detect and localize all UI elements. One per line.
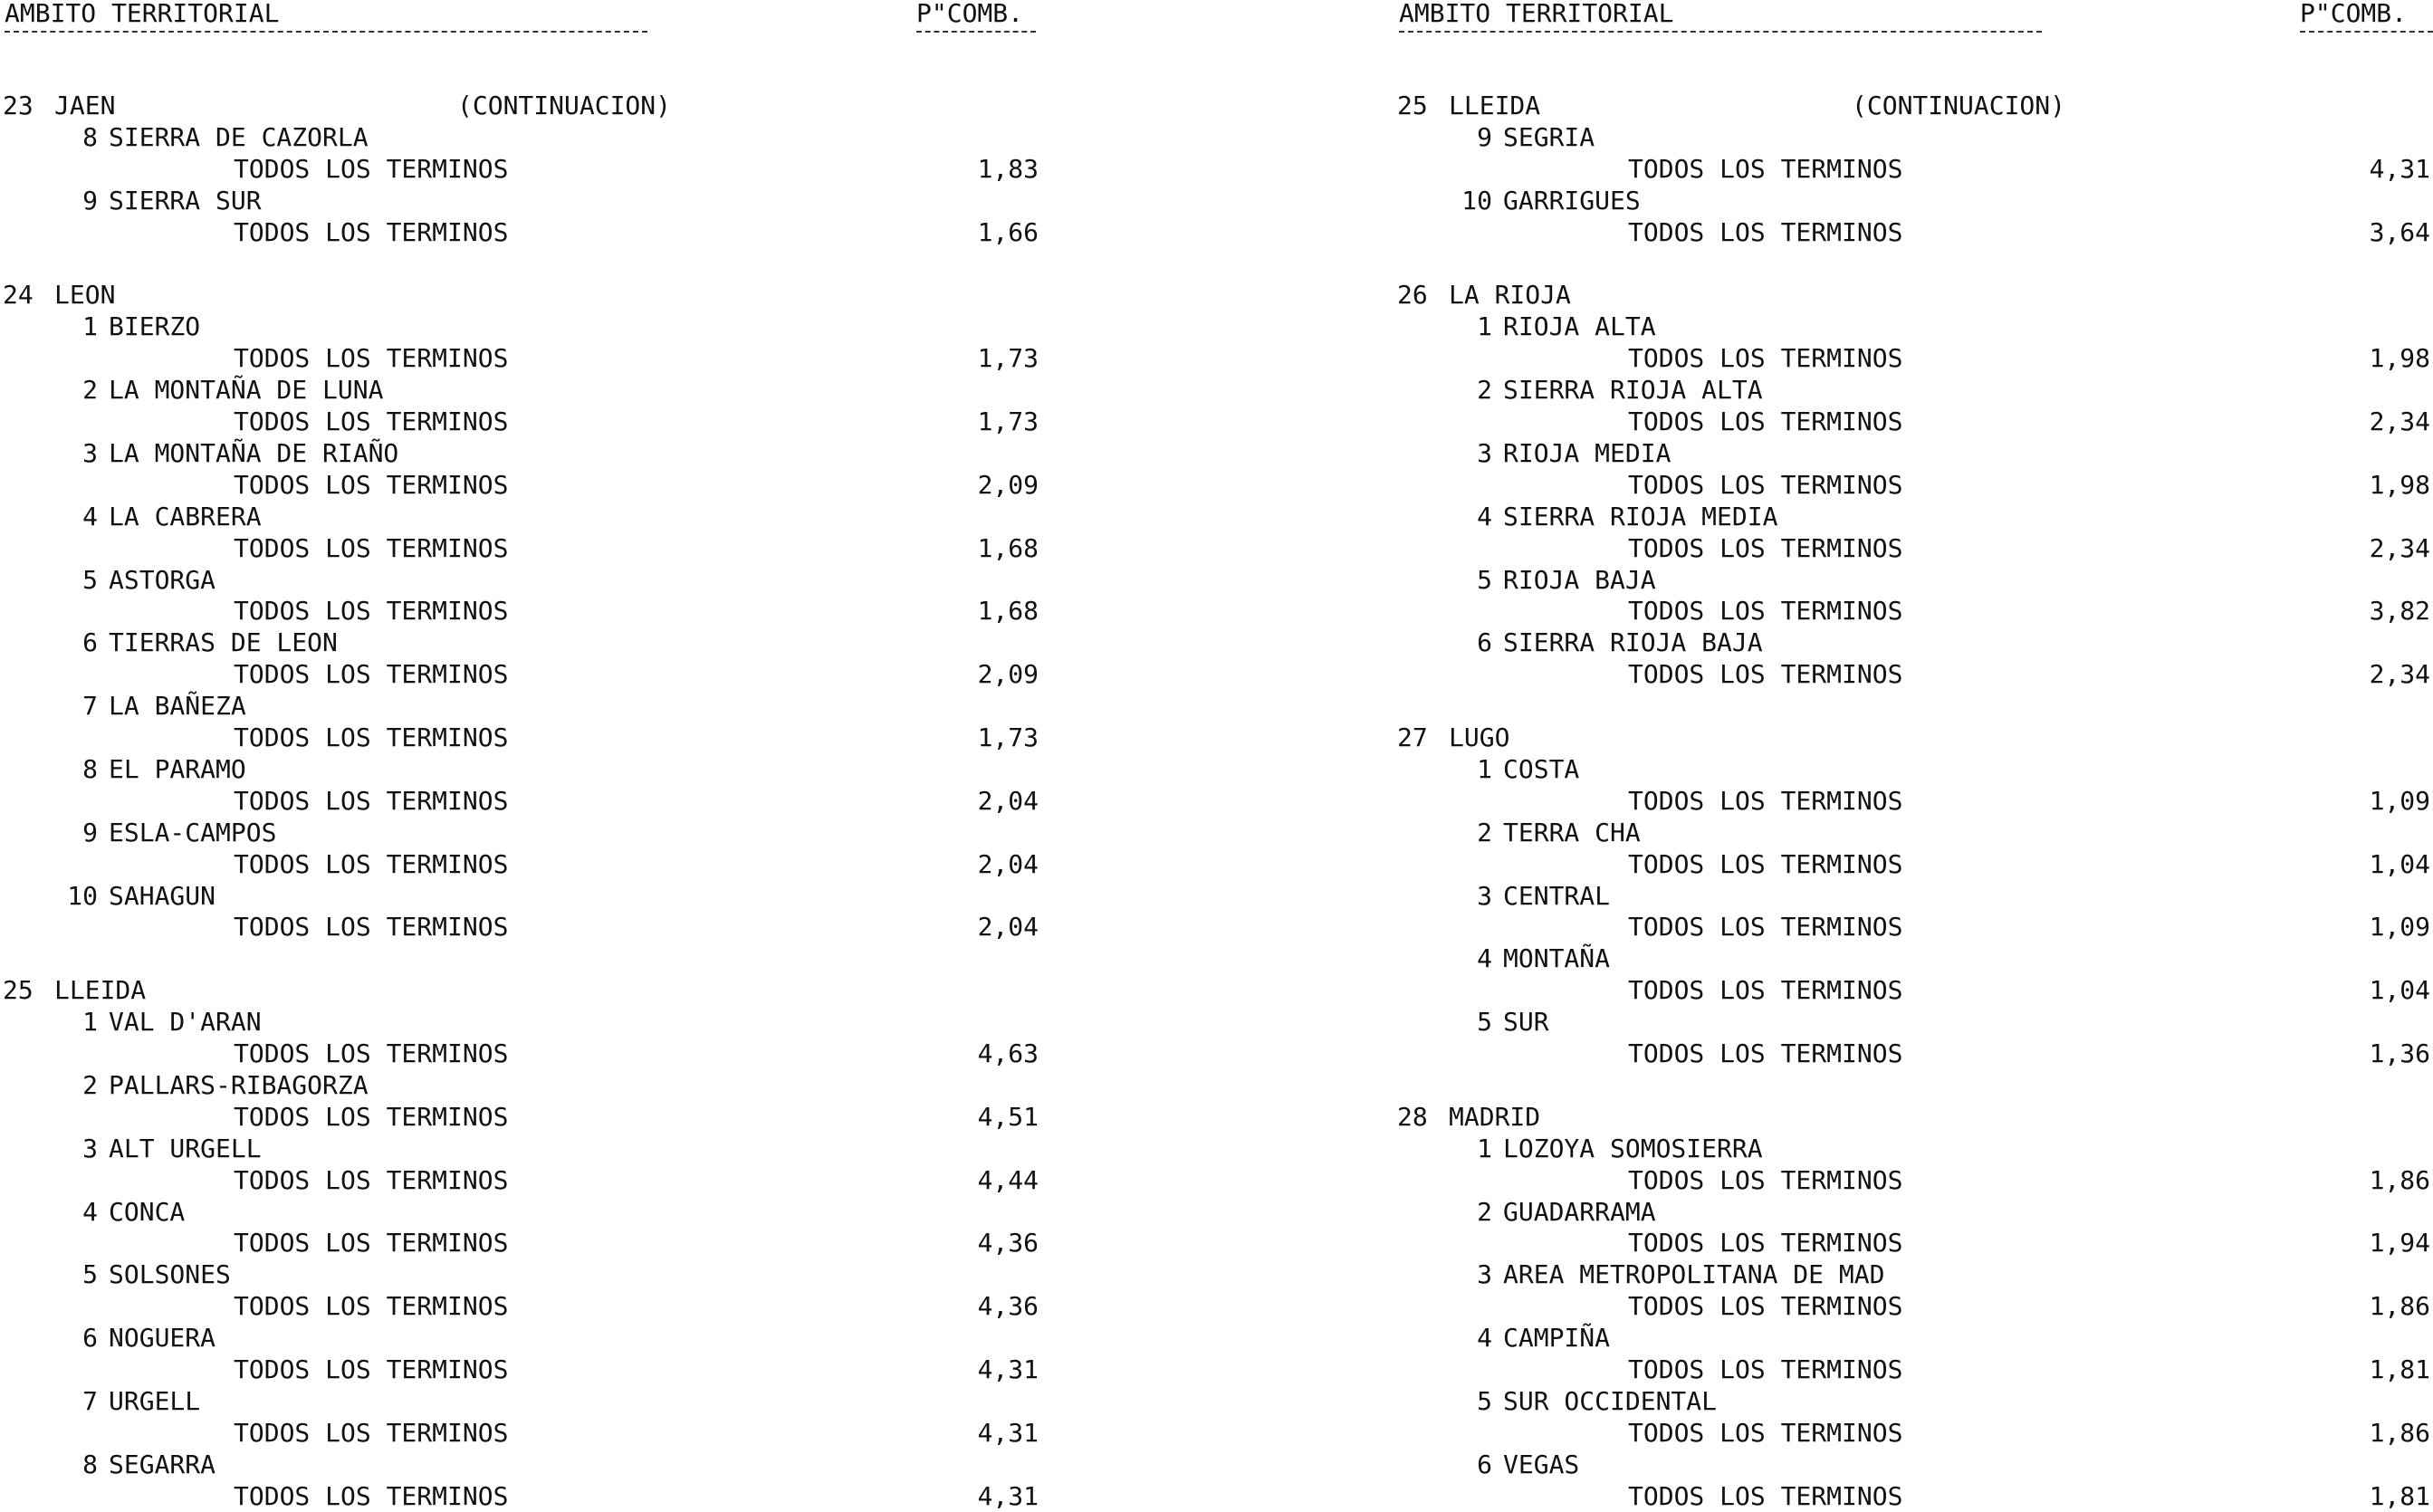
comarca-code: 7 bbox=[82, 691, 98, 722]
term-row bbox=[0, 343, 1041, 374]
pcomb-value: 2,34 bbox=[2369, 659, 2430, 690]
comarca-row bbox=[0, 1007, 1041, 1038]
term-row bbox=[0, 912, 1041, 943]
province-code: 25 bbox=[3, 975, 34, 1006]
comarca-code: 9 bbox=[82, 817, 98, 847]
pcomb-value: 3,82 bbox=[2369, 596, 2430, 627]
term-label: TODOS LOS TERMINOS bbox=[1628, 1291, 1903, 1322]
term-row bbox=[1394, 1481, 2433, 1512]
pcomb-value: 1,73 bbox=[977, 343, 1039, 374]
comarca-code: 9 bbox=[82, 185, 98, 215]
term-row bbox=[0, 1038, 1041, 1069]
comarca-code: 5 bbox=[82, 564, 98, 595]
term-row bbox=[0, 786, 1041, 817]
term-row bbox=[1394, 659, 2433, 690]
pcomb-value: 4,51 bbox=[977, 1101, 1039, 1132]
comarca-row bbox=[0, 311, 1041, 342]
comarca-code: 6 bbox=[1477, 627, 1492, 658]
comarca-name: COSTA bbox=[1503, 753, 1580, 784]
comarca-name: SIERRA SUR bbox=[109, 185, 262, 215]
pcomb-value: 4,36 bbox=[977, 1228, 1039, 1258]
pcomb-value: 1,86 bbox=[2369, 1164, 2430, 1195]
comarca-name: GUADARRAMA bbox=[1503, 1196, 1656, 1227]
comarca-code: 1 bbox=[1477, 1133, 1492, 1163]
term-label: TODOS LOS TERMINOS bbox=[1628, 785, 1903, 816]
province-row bbox=[1394, 1102, 2433, 1133]
province-row bbox=[0, 975, 1041, 1006]
comarca-code: 5 bbox=[1477, 564, 1492, 595]
term-label: TODOS LOS TERMINOS bbox=[234, 1291, 509, 1322]
pcomb-value: 1,36 bbox=[2369, 1038, 2430, 1068]
ambito-underline bbox=[5, 31, 647, 33]
comarca-row bbox=[0, 1259, 1041, 1290]
pcomb-value: 2,04 bbox=[977, 912, 1039, 943]
comarca-code: 3 bbox=[1477, 880, 1492, 911]
term-label: TODOS LOS TERMINOS bbox=[1628, 532, 1903, 563]
pcomb-value: 1,86 bbox=[2369, 1417, 2430, 1448]
comarca-row bbox=[1394, 754, 2433, 785]
blank-row bbox=[0, 249, 1041, 280]
comarca-name: SUR bbox=[1503, 1007, 1549, 1038]
comarca-name: LA CABRERA bbox=[109, 501, 262, 531]
pcomb-value: 2,04 bbox=[977, 785, 1039, 816]
term-row bbox=[0, 1418, 1041, 1449]
province-code: 27 bbox=[1397, 723, 1428, 752]
pcomb-value: 4,31 bbox=[2369, 153, 2430, 184]
comarca-code: 3 bbox=[1477, 437, 1492, 468]
comarca-code: 6 bbox=[1477, 1449, 1492, 1479]
term-label: TODOS LOS TERMINOS bbox=[1628, 596, 1903, 627]
term-row bbox=[0, 470, 1041, 501]
comarca-name: SIERRA DE CAZORLA bbox=[109, 121, 369, 152]
term-row bbox=[1394, 849, 2433, 880]
term-label: TODOS LOS TERMINOS bbox=[234, 343, 509, 374]
term-row bbox=[0, 407, 1041, 437]
province-row bbox=[0, 91, 1041, 121]
comarca-row bbox=[0, 1197, 1041, 1228]
comarca-row bbox=[0, 1070, 1041, 1101]
comarca-code: 5 bbox=[1477, 1007, 1492, 1038]
comarca-code: 9 bbox=[1477, 121, 1492, 152]
pcomb-value: 1,68 bbox=[977, 596, 1039, 627]
pcomb-value: 1,09 bbox=[2369, 912, 2430, 943]
term-row bbox=[1394, 1291, 2433, 1322]
pcomb-value: 1,94 bbox=[2369, 1228, 2430, 1258]
province-name: MADRID bbox=[1449, 1101, 1541, 1132]
province-code: 25 bbox=[1397, 91, 1428, 120]
term-row bbox=[1394, 1228, 2433, 1258]
comarca-name: SOLSONES bbox=[109, 1259, 231, 1290]
comarca-name: VEGAS bbox=[1503, 1449, 1580, 1479]
province-code: 23 bbox=[3, 91, 34, 120]
pcomb-value: 1,04 bbox=[2369, 975, 2430, 1006]
comarca-name: TERRA CHA bbox=[1503, 817, 1641, 847]
pcomb-value: 1,98 bbox=[2369, 343, 2430, 374]
comarca-code: 4 bbox=[82, 1196, 98, 1227]
comarca-name: PALLARS-RIBAGORZA bbox=[109, 1069, 369, 1100]
term-label: TODOS LOS TERMINOS bbox=[1628, 153, 1903, 184]
province-row bbox=[1394, 723, 2433, 753]
pcomb-value: 1,66 bbox=[977, 216, 1039, 247]
term-label: TODOS LOS TERMINOS bbox=[234, 596, 509, 627]
pcomb-underline bbox=[2300, 31, 2433, 33]
term-row bbox=[0, 659, 1041, 690]
pcomb-value: 4,31 bbox=[977, 1354, 1039, 1384]
comarca-row bbox=[1394, 1450, 2433, 1480]
province-name: LUGO bbox=[1449, 723, 1510, 752]
comarca-code: 6 bbox=[82, 1323, 98, 1354]
comarca-code: 3 bbox=[82, 437, 98, 468]
term-label: TODOS LOS TERMINOS bbox=[234, 1417, 509, 1448]
comarca-code: 2 bbox=[1477, 817, 1492, 847]
continuation-note: (CONTINUACION) bbox=[457, 91, 672, 120]
blank-row bbox=[1394, 1070, 2433, 1101]
comarca-code: 2 bbox=[1477, 1196, 1492, 1227]
term-row bbox=[0, 723, 1041, 753]
comarca-code: 10 bbox=[1461, 185, 1492, 215]
comarca-row bbox=[0, 691, 1041, 722]
term-label: TODOS LOS TERMINOS bbox=[1628, 659, 1903, 690]
comarca-code: 1 bbox=[1477, 311, 1492, 342]
comarca-row bbox=[0, 1450, 1041, 1480]
comarca-name: RIOJA ALTA bbox=[1503, 311, 1656, 342]
term-label: TODOS LOS TERMINOS bbox=[1628, 912, 1903, 943]
comarca-code: 1 bbox=[82, 1007, 98, 1038]
comarca-row bbox=[0, 438, 1041, 469]
comarca-row bbox=[1394, 122, 2433, 153]
comarca-name: EL PARAMO bbox=[109, 753, 246, 784]
comarca-name: NOGUERA bbox=[109, 1323, 216, 1354]
term-row bbox=[1394, 912, 2433, 943]
comarca-row bbox=[1394, 1259, 2433, 1290]
pcomb-value: 2,34 bbox=[2369, 532, 2430, 563]
term-label: TODOS LOS TERMINOS bbox=[1628, 848, 1903, 879]
pcomb-value: 1,86 bbox=[2369, 1291, 2430, 1322]
comarca-name: URGELL bbox=[109, 1385, 201, 1416]
pcomb-value: 3,64 bbox=[2369, 216, 2430, 247]
pcomb-value: 4,63 bbox=[977, 1038, 1039, 1068]
term-row bbox=[1394, 786, 2433, 817]
ambito-header: AMBITO TERRITORIAL bbox=[1399, 0, 1674, 28]
term-label: TODOS LOS TERMINOS bbox=[234, 1164, 509, 1195]
pcomb-value: 1,98 bbox=[2369, 469, 2430, 500]
comarca-name: VAL D'ARAN bbox=[109, 1007, 262, 1038]
term-label: TODOS LOS TERMINOS bbox=[234, 1228, 509, 1258]
pcomb-value: 4,31 bbox=[977, 1480, 1039, 1511]
term-row bbox=[0, 217, 1041, 248]
comarca-name: SEGRIA bbox=[1503, 121, 1595, 152]
term-row bbox=[1394, 975, 2433, 1006]
comarca-name: LOZOYA SOMOSIERRA bbox=[1503, 1133, 1763, 1163]
comarca-name: MONTAÑA bbox=[1503, 943, 1611, 974]
pcomb-value: 1,73 bbox=[977, 723, 1039, 752]
pcomb-value: 2,04 bbox=[977, 848, 1039, 879]
pcomb-value: 2,09 bbox=[977, 469, 1039, 500]
comarca-name: ALT URGELL bbox=[109, 1133, 262, 1163]
comarca-row bbox=[1394, 1197, 2433, 1228]
continuation-note: (CONTINUACION) bbox=[1852, 91, 2066, 120]
right-column bbox=[1394, 0, 2433, 1509]
pcomb-value: 1,04 bbox=[2369, 848, 2430, 879]
comarca-name: RIOJA MEDIA bbox=[1503, 437, 1671, 468]
comarca-name: SIERRA RIOJA MEDIA bbox=[1503, 501, 1778, 531]
comarca-code: 2 bbox=[1477, 375, 1492, 406]
comarca-row bbox=[0, 754, 1041, 785]
term-row bbox=[1394, 1418, 2433, 1449]
pcomb-header: P"COMB. bbox=[2300, 0, 2408, 28]
comarca-row bbox=[1394, 186, 2433, 216]
term-row bbox=[1394, 533, 2433, 564]
term-label: TODOS LOS TERMINOS bbox=[1628, 1354, 1903, 1384]
term-row bbox=[1394, 470, 2433, 501]
term-label: TODOS LOS TERMINOS bbox=[234, 1354, 509, 1384]
comarca-name: AREA METROPOLITANA DE MAD bbox=[1503, 1259, 1885, 1290]
comarca-row bbox=[1394, 565, 2433, 596]
comarca-code: 7 bbox=[82, 1385, 98, 1416]
comarca-name: SEGARRA bbox=[109, 1449, 216, 1479]
comarca-code: 10 bbox=[67, 880, 98, 911]
term-row bbox=[0, 596, 1041, 627]
comarca-code: 4 bbox=[82, 501, 98, 531]
comarca-row bbox=[1394, 311, 2433, 342]
comarca-name: LA BAÑEZA bbox=[109, 691, 246, 722]
term-label: TODOS LOS TERMINOS bbox=[234, 1480, 509, 1511]
comarca-code: 5 bbox=[82, 1259, 98, 1290]
comarca-name: ESLA-CAMPOS bbox=[109, 817, 277, 847]
term-row bbox=[0, 1228, 1041, 1258]
comarca-row bbox=[1394, 943, 2433, 974]
term-row bbox=[1394, 343, 2433, 374]
blank-row bbox=[0, 943, 1041, 974]
term-label: TODOS LOS TERMINOS bbox=[234, 153, 509, 184]
comarca-code: 4 bbox=[1477, 501, 1492, 531]
province-name: LEON bbox=[54, 280, 116, 311]
province-name: LLEIDA bbox=[54, 975, 147, 1006]
term-row bbox=[0, 1102, 1041, 1133]
pcomb-value: 2,09 bbox=[977, 659, 1039, 690]
comarca-row bbox=[1394, 1323, 2433, 1354]
term-row bbox=[1394, 407, 2433, 437]
term-row bbox=[1394, 1165, 2433, 1196]
term-row bbox=[1394, 217, 2433, 248]
term-label: TODOS LOS TERMINOS bbox=[1628, 216, 1903, 247]
term-row bbox=[1394, 596, 2433, 627]
province-row bbox=[0, 280, 1041, 311]
left-column bbox=[0, 0, 1041, 1509]
comarca-name: LA MONTAÑA DE LUNA bbox=[109, 375, 384, 406]
comarca-name: CAMPIÑA bbox=[1503, 1323, 1611, 1354]
province-name: LA RIOJA bbox=[1449, 280, 1571, 311]
comarca-name: GARRIGUES bbox=[1503, 185, 1641, 215]
comarca-row bbox=[1394, 1007, 2433, 1038]
pcomb-value: 1,68 bbox=[977, 532, 1039, 563]
pcomb-value: 2,34 bbox=[2369, 407, 2430, 436]
term-row bbox=[0, 849, 1041, 880]
ambito-header: AMBITO TERRITORIAL bbox=[5, 0, 280, 28]
term-label: TODOS LOS TERMINOS bbox=[1628, 1038, 1903, 1068]
term-label: TODOS LOS TERMINOS bbox=[234, 469, 509, 500]
comarca-row bbox=[0, 502, 1041, 532]
term-label: TODOS LOS TERMINOS bbox=[1628, 1228, 1903, 1258]
pcomb-value: 1,09 bbox=[2369, 785, 2430, 816]
term-label: TODOS LOS TERMINOS bbox=[1628, 469, 1903, 500]
term-row bbox=[1394, 154, 2433, 185]
comarca-row bbox=[1394, 1386, 2433, 1417]
comarca-name: ASTORGA bbox=[109, 564, 216, 595]
province-name: JAEN bbox=[54, 91, 116, 120]
comarca-code: 3 bbox=[1477, 1259, 1492, 1290]
comarca-row bbox=[0, 1134, 1041, 1164]
term-row bbox=[0, 1291, 1041, 1322]
province-code: 26 bbox=[1397, 280, 1428, 311]
term-label: TODOS LOS TERMINOS bbox=[234, 1101, 509, 1132]
term-label: TODOS LOS TERMINOS bbox=[1628, 343, 1903, 374]
term-row bbox=[0, 154, 1041, 185]
comarca-row bbox=[0, 627, 1041, 658]
comarca-code: 8 bbox=[82, 121, 98, 152]
pcomb-value: 1,73 bbox=[977, 407, 1039, 436]
term-label: TODOS LOS TERMINOS bbox=[1628, 1417, 1903, 1448]
comarca-row bbox=[1394, 502, 2433, 532]
comarca-code: 4 bbox=[1477, 1323, 1492, 1354]
comarca-row bbox=[1394, 375, 2433, 406]
province-code: 28 bbox=[1397, 1101, 1428, 1132]
term-row bbox=[0, 533, 1041, 564]
term-label: TODOS LOS TERMINOS bbox=[234, 659, 509, 690]
term-label: TODOS LOS TERMINOS bbox=[234, 1038, 509, 1068]
term-label: TODOS LOS TERMINOS bbox=[234, 785, 509, 816]
comarca-code: 5 bbox=[1477, 1385, 1492, 1416]
comarca-name: SIERRA RIOJA ALTA bbox=[1503, 375, 1763, 406]
pcomb-value: 4,44 bbox=[977, 1164, 1039, 1195]
comarca-row bbox=[0, 122, 1041, 153]
comarca-code: 1 bbox=[1477, 753, 1492, 784]
pcomb-value: 4,31 bbox=[977, 1417, 1039, 1448]
comarca-code: 2 bbox=[82, 375, 98, 406]
blank-row bbox=[1394, 249, 2433, 280]
comarca-code: 8 bbox=[82, 753, 98, 784]
comarca-name: TIERRAS DE LEON bbox=[109, 627, 338, 658]
comarca-row bbox=[0, 186, 1041, 216]
term-label: TODOS LOS TERMINOS bbox=[234, 848, 509, 879]
comarca-name: CONCA bbox=[109, 1196, 186, 1227]
comarca-row bbox=[0, 881, 1041, 912]
comarca-code: 8 bbox=[82, 1449, 98, 1479]
pcomb-underline bbox=[916, 31, 1036, 33]
term-label: TODOS LOS TERMINOS bbox=[1628, 1480, 1903, 1511]
term-label: TODOS LOS TERMINOS bbox=[234, 532, 509, 563]
comarca-row bbox=[1394, 818, 2433, 848]
blank-row bbox=[1394, 691, 2433, 722]
term-row bbox=[0, 1481, 1041, 1512]
term-label: TODOS LOS TERMINOS bbox=[234, 407, 509, 436]
comarca-row bbox=[1394, 1134, 2433, 1164]
comarca-name: SAHAGUN bbox=[109, 880, 216, 911]
comarca-name: SUR OCCIDENTAL bbox=[1503, 1385, 1718, 1416]
ambito-underline bbox=[1399, 31, 2042, 33]
term-row bbox=[1394, 1354, 2433, 1385]
comarca-name: BIERZO bbox=[109, 311, 201, 342]
comarca-row bbox=[0, 565, 1041, 596]
comarca-row bbox=[0, 375, 1041, 406]
province-code: 24 bbox=[3, 280, 34, 311]
province-name: LLEIDA bbox=[1449, 91, 1541, 120]
term-label: TODOS LOS TERMINOS bbox=[234, 216, 509, 247]
term-label: TODOS LOS TERMINOS bbox=[1628, 1164, 1903, 1195]
term-row bbox=[0, 1165, 1041, 1196]
comarca-code: 1 bbox=[82, 311, 98, 342]
pcomb-value: 1,83 bbox=[977, 153, 1039, 184]
comarca-name: RIOJA BAJA bbox=[1503, 564, 1656, 595]
comarca-row bbox=[0, 1386, 1041, 1417]
comarca-code: 6 bbox=[82, 627, 98, 658]
term-label: TODOS LOS TERMINOS bbox=[234, 723, 509, 752]
pcomb-value: 4,36 bbox=[977, 1291, 1039, 1322]
comarca-code: 4 bbox=[1477, 943, 1492, 974]
pcomb-value: 1,81 bbox=[2369, 1480, 2430, 1511]
comarca-code: 3 bbox=[82, 1133, 98, 1163]
comarca-row bbox=[0, 818, 1041, 848]
province-row bbox=[1394, 280, 2433, 311]
comarca-name: CENTRAL bbox=[1503, 880, 1611, 911]
term-row bbox=[0, 1354, 1041, 1385]
comarca-row bbox=[1394, 627, 2433, 658]
comarca-name: SIERRA RIOJA BAJA bbox=[1503, 627, 1763, 658]
pcomb-value: 1,81 bbox=[2369, 1354, 2430, 1384]
term-label: TODOS LOS TERMINOS bbox=[1628, 407, 1903, 436]
province-row bbox=[1394, 91, 2433, 121]
comarca-name: LA MONTAÑA DE RIAÑO bbox=[109, 437, 399, 468]
term-row bbox=[1394, 1038, 2433, 1069]
term-label: TODOS LOS TERMINOS bbox=[1628, 975, 1903, 1006]
comarca-row bbox=[0, 1323, 1041, 1354]
comarca-row bbox=[1394, 438, 2433, 469]
pcomb-header: P"COMB. bbox=[916, 0, 1024, 28]
comarca-code: 2 bbox=[82, 1069, 98, 1100]
comarca-row bbox=[1394, 881, 2433, 912]
term-label: TODOS LOS TERMINOS bbox=[234, 912, 509, 943]
